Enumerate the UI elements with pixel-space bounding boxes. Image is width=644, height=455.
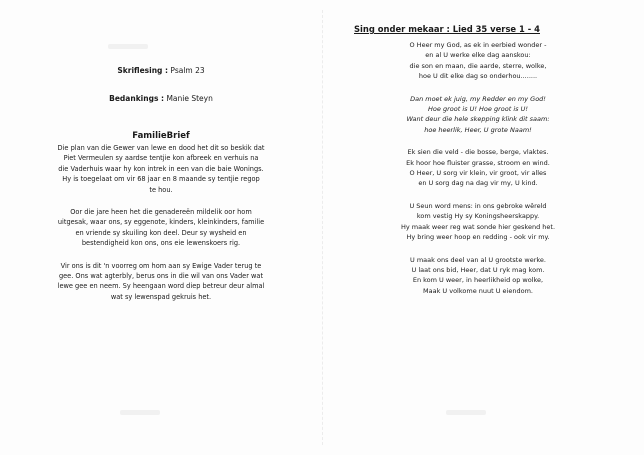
verse-line: Maak U volkome nuut U eiendom.	[423, 286, 533, 295]
letter-line: lewe gee en neem. Sy heengaan word diep betreur deur almal	[57, 282, 265, 291]
verse-line: Ek sien die veld - die bosse, berge, vlaktes.	[407, 148, 549, 157]
hymn-verse-2	[354, 147, 602, 189]
verse-line: Want deur die hele skepping klink dit saam:	[406, 115, 550, 124]
letter-line: uitgesak, waar ons, sy eggenote, kinders, kleinkinders, familie	[57, 218, 265, 227]
verse-line: kom vestig Hy sy Koningsheerskappy.	[416, 212, 540, 221]
letter-line: en vriende sy skuiling kon deel. Deur sy wysheid en	[75, 228, 247, 237]
verse-line: U laat ons bid, Heer, dat U ryk mag kom.	[411, 265, 545, 274]
verse-line: Ek hoor hoe fluister grasse, stroom en wind.	[406, 158, 550, 167]
hymn-verse-1	[354, 40, 602, 82]
hymn-heading: Sing onder mekaar : Lied 35 verse 1 - 4	[354, 24, 540, 34]
verse-line: en al U werke elke dag aanskou:	[425, 51, 531, 60]
left-page	[14, 66, 308, 314]
letter-line: Oor die jare heen het die genadereën mildelik oor hom	[70, 208, 252, 217]
right-page	[354, 24, 602, 308]
bleed-mark	[446, 410, 486, 415]
verse-line: Hy maak weer reg wat sonde hier geskend het.	[400, 222, 556, 231]
verse-line: hoe U dit elke dag so onderhou........	[418, 72, 538, 81]
letter-line: Vir ons is dit 'n voorreg om hom aan sy Ewige Vader terug te	[60, 261, 262, 270]
fold-line	[322, 10, 323, 445]
family-letter-title: FamilieBrief	[132, 131, 190, 141]
letter-line: Hy is toegelaat om vir 68 jaar en 8 maande sy tentjie regop	[62, 175, 260, 184]
letter-line: Piet Vermeulen sy aardse tentjie kon afbreek en verhuis na	[63, 154, 259, 163]
letter-paragraph-1	[14, 143, 308, 195]
thanks-value: Manie Steyn	[166, 94, 213, 103]
bleed-mark	[120, 410, 160, 415]
letter-line: bestendigheid kon ons, ons eie lewenskoers rig.	[81, 239, 241, 248]
letter-line: gee. Ons wat agterbly, berus ons in die wil van ons Vader wat	[58, 272, 264, 281]
verse-line: O Heer my God, as ek in eerbied wonder -	[409, 41, 547, 49]
verse-line: O Heer, U sorg vir klein, vir groot, vir alles	[409, 169, 547, 178]
letter-line: wat sy lewenspad gekruis het.	[110, 292, 212, 301]
scripture-value: Psalm 23	[170, 66, 205, 75]
letter-line: te hou.	[149, 185, 173, 194]
letter-paragraph-2	[14, 207, 308, 249]
verse-line: En kom U weer, in heerlikheid op wolke,	[412, 276, 544, 285]
verse-line: hoe heerlik, Heer, U grote Naam!	[424, 125, 532, 134]
verse-line: U maak ons deel van al U grootste werke.	[410, 255, 546, 264]
letter-line: Die plan van die Gewer van lewe en dood het dit so beskik dat	[57, 144, 265, 152]
verse-line: U Seun word mens: in ons gebroke wêreld	[409, 201, 547, 210]
letter-paragraph-3	[14, 261, 308, 303]
verse-line: Dan moet ek juig, my Redder en my God!	[410, 94, 546, 103]
hymn-verse-3	[354, 201, 602, 243]
verse-line: Hy bring weer hoop en redding - ook vir my.	[406, 233, 550, 242]
thanks-line	[14, 94, 308, 104]
scripture-line	[14, 66, 308, 76]
verse-line: en U sorg dag na dag vir my, U kind.	[418, 179, 538, 188]
hymn-verse-4	[354, 255, 602, 297]
thanks-label: Bedankings :	[109, 94, 165, 103]
letter-line: die Vaderhuis waar hy kon intrek in een van die baie Wonings.	[58, 164, 264, 173]
verse-line: die son en maan, die aarde, sterre, wolke,	[409, 61, 547, 70]
hymn-chorus	[354, 94, 602, 136]
verse-line: Hoe groot is U! Hoe groot is U!	[428, 105, 528, 114]
bleed-mark	[108, 44, 148, 49]
scripture-label: Skriflesing :	[117, 66, 169, 75]
